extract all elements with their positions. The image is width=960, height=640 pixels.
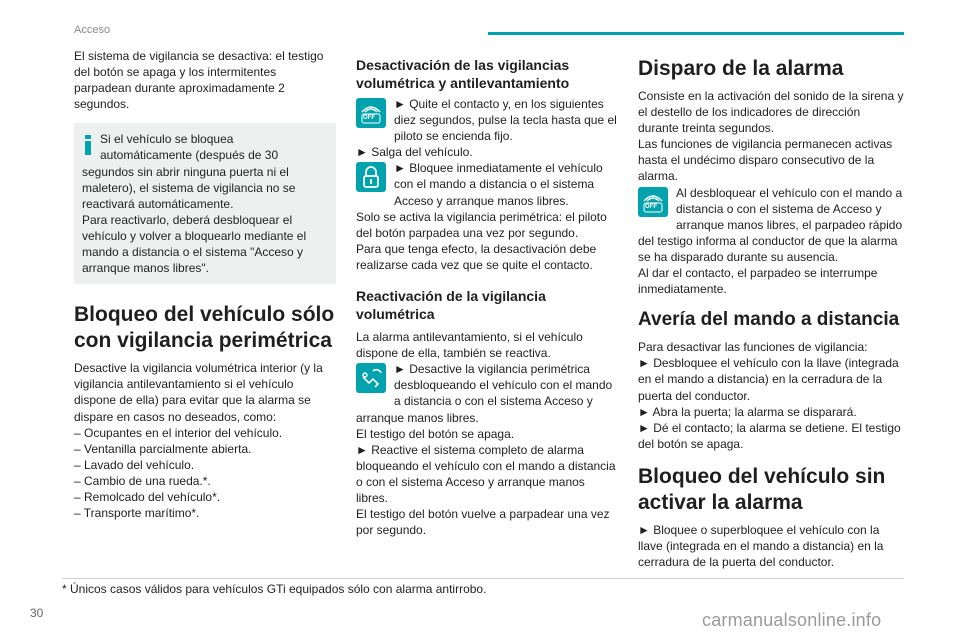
info-line: Si el vehículo se bloquea — [100, 132, 234, 147]
column-1 — [74, 48, 336, 521]
footnote-divider — [62, 578, 904, 579]
section-heading: Bloqueo del vehículo sin activar la alarma — [638, 464, 886, 514]
step-text: ► Bloquee o superbloquee el vehículo con la llave (integrada en el mando a distancia) en la cerradura de la puerta del conductor. — [638, 522, 884, 570]
paragraph: Solo se activa la vigilancia perimétrica: el piloto del botón parpadea una vez por segundo. — [356, 209, 607, 240]
step-text: ► Desbloquee el vehículo con la llave (integrada en el mando a distancia) en la cerradura de la puerta del conductor. — [638, 356, 899, 403]
footnote: * Únicos casos válidos para vehículos GTi equipados sólo con alarma antirrobo. — [62, 582, 487, 596]
paragraph: Al dar el contacto, el parpadeo se interrumpe inmediatamente. — [638, 266, 878, 297]
list-item: – Cambio de una rueda.*. — [74, 473, 211, 488]
paragraph: El testigo del botón se apaga. — [356, 426, 515, 441]
info-icon — [84, 135, 92, 155]
info-box — [74, 123, 336, 284]
subsection-heading: Reactivación de la vigilancia volumétrica — [356, 288, 546, 323]
section-title: Acceso — [74, 24, 111, 36]
column-3 — [638, 48, 904, 570]
info-text: segundos sin abrir ninguna puerta ni el maletero), el sistema de vigilancia no se reactivará automáticamente. — [82, 164, 296, 211]
alarm-off-icon — [638, 187, 668, 217]
list-item: – Remolcado del vehículo*. — [74, 489, 221, 504]
step-text: ► Dé el contacto; la alarma se detiene. El testigo del botón se apaga. — [638, 420, 901, 451]
paragraph: Desactive la vigilancia volumétrica interior (y la vigilancia antilevantamiento si el vehículo dispone de ella) para evitar que la alarma se dispare en casos no deseados, como: — [74, 361, 323, 424]
step-text: ► Salga del vehículo. — [356, 145, 473, 160]
paragraph: El sistema de vigilancia se desactiva: el testigo del botón se apaga y los intermitentes parpadean durante aproximadamente 2 segundos. — [74, 49, 324, 112]
step-block — [356, 160, 620, 208]
step-block — [356, 96, 620, 144]
list-item: – Lavado del vehículo. — [74, 457, 195, 472]
paragraph: Para desactivar las funciones de vigilancia: — [638, 340, 868, 355]
section-heading: Bloqueo del vehículo sólo con vigilancia perimétrica — [74, 303, 335, 353]
page-number: 30 — [30, 606, 44, 620]
paragraph: Consiste en la activación del sonido de la sirena y el destello de los indicadores de dirección durante treinta segundos. — [638, 89, 904, 136]
column-2 — [356, 48, 620, 538]
paragraph: Las funciones de vigilancia permanecen activas hasta el undécimo disparo consecutivo de la alarma. — [638, 137, 893, 184]
paragraph: La alarma antilevantamiento, si el vehículo dispone de ella, también se reactiva. — [356, 330, 583, 361]
icon-label: OFF — [363, 115, 375, 121]
paragraph: Al desbloquear el vehículo con el mando a distancia o con el sistema de Acceso y arranque manos libres, el parpadeo rápido del testigo informa al conductor de que la alarma se ha disparado durante su ausencia. — [638, 185, 903, 264]
watermark: carmanualsonline.info — [702, 610, 882, 630]
section-heading: Disparo de la alarma — [638, 57, 844, 80]
section-heading: Avería del mando a distancia — [638, 309, 900, 331]
subsection-heading: Desactivación de las vigilancias volumétrica y antilevantamiento — [356, 57, 570, 91]
step-text: ► Bloquee inmediatamente el vehículo con el mando a distancia o el sistema Acceso y arranque manos libres. — [394, 161, 603, 208]
step-block — [356, 361, 620, 425]
unlock-icon — [356, 363, 386, 393]
step-text: ► Desactive la vigilancia perimétrica desbloqueando el vehículo con el mando a distancia o con el sistema Acceso y arranque manos libres. — [356, 362, 613, 425]
step-text: ► Abra la puerta; la alarma se disparará. — [638, 404, 857, 419]
list-item: – Ocupantes en el interior del vehículo. — [74, 425, 283, 440]
list-item: – Transporte marítimo*. — [74, 506, 200, 521]
paragraph: Para que tenga efecto, la desactivación debe realizarse cada vez que se quite el contacto. — [356, 241, 597, 272]
paragraph: El testigo del botón vuelve a parpadear una vez por segundo. — [356, 507, 610, 538]
info-text: Para reactivarlo, deberá desbloquear el vehículo y volver a bloquearlo mediante el mando a distancia o el sistema "Acceso y arranque manos libres". — [82, 212, 307, 276]
icon-label: OFF — [645, 203, 657, 210]
lock-icon — [356, 162, 386, 192]
step-text: ► Reactive el sistema completo de alarma bloqueando el vehículo con el mando a distancia o con el sistema Acceso y arranque manos libres. — [356, 442, 616, 505]
step-block — [638, 185, 904, 265]
list-item: – Ventanilla parcialmente abierta. — [74, 441, 252, 456]
step-text: ► Quite el contacto y, en los siguientes diez segundos, pulse la tecla hasta que el piloto se encienda fijo. — [394, 97, 617, 144]
header-accent-bar — [488, 32, 904, 35]
alarm-off-icon — [356, 98, 386, 128]
info-line: automáticamente (después de 30 — [100, 148, 279, 163]
